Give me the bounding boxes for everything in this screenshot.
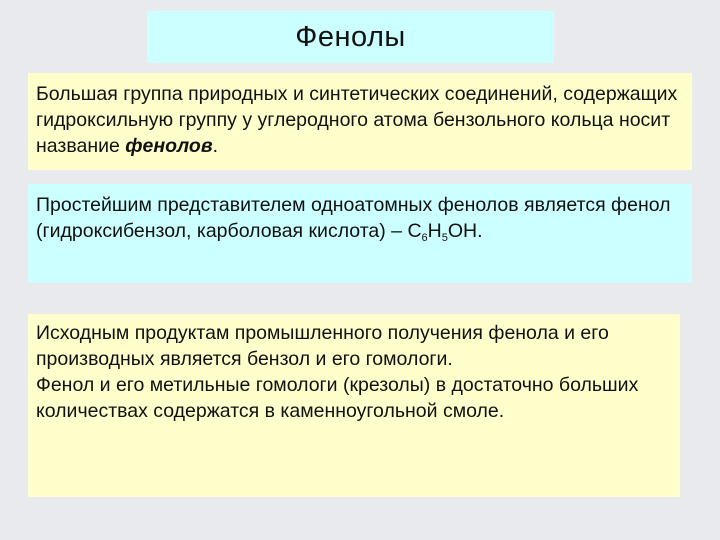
- formula-h: H: [427, 220, 442, 242]
- simplest-phenol-sentence: Простейшим представителем одноатомных фенолов является фенол (гидроксибензол, карболовая кислота) –: [36, 194, 671, 242]
- definition-text: [36, 81, 684, 159]
- formula-c: C: [407, 220, 422, 242]
- definition-block: [28, 73, 692, 170]
- slide-title: Фенолы: [295, 20, 406, 53]
- formula-oh: OH: [447, 220, 478, 242]
- slide-title-box: [147, 11, 554, 63]
- definition-text-main: Большая группа природных и синтетических соединений, содержащих гидроксильную группу у углеродного атома бензольного кольца носит название: [36, 83, 678, 157]
- simplest-phenol-block: [28, 184, 692, 283]
- simplest-phenol-text: [36, 192, 684, 244]
- production-paragraph-2: Фенол и его метильные гомологи (крезолы) в достаточно больших количествах содержатся в каменноугольной смоле.: [36, 374, 639, 422]
- formula-c-subscript: 6: [421, 232, 428, 244]
- production-paragraph-1: Исходным продуктам промышленного получения фенола и его производных является бензол и его гомологи.: [36, 322, 609, 370]
- production-block: [28, 314, 680, 497]
- definition-term: фенолов: [125, 135, 213, 157]
- definition-period: .: [212, 135, 219, 157]
- formula-period: .: [477, 220, 483, 242]
- formula-h-subscript: 5: [441, 232, 448, 244]
